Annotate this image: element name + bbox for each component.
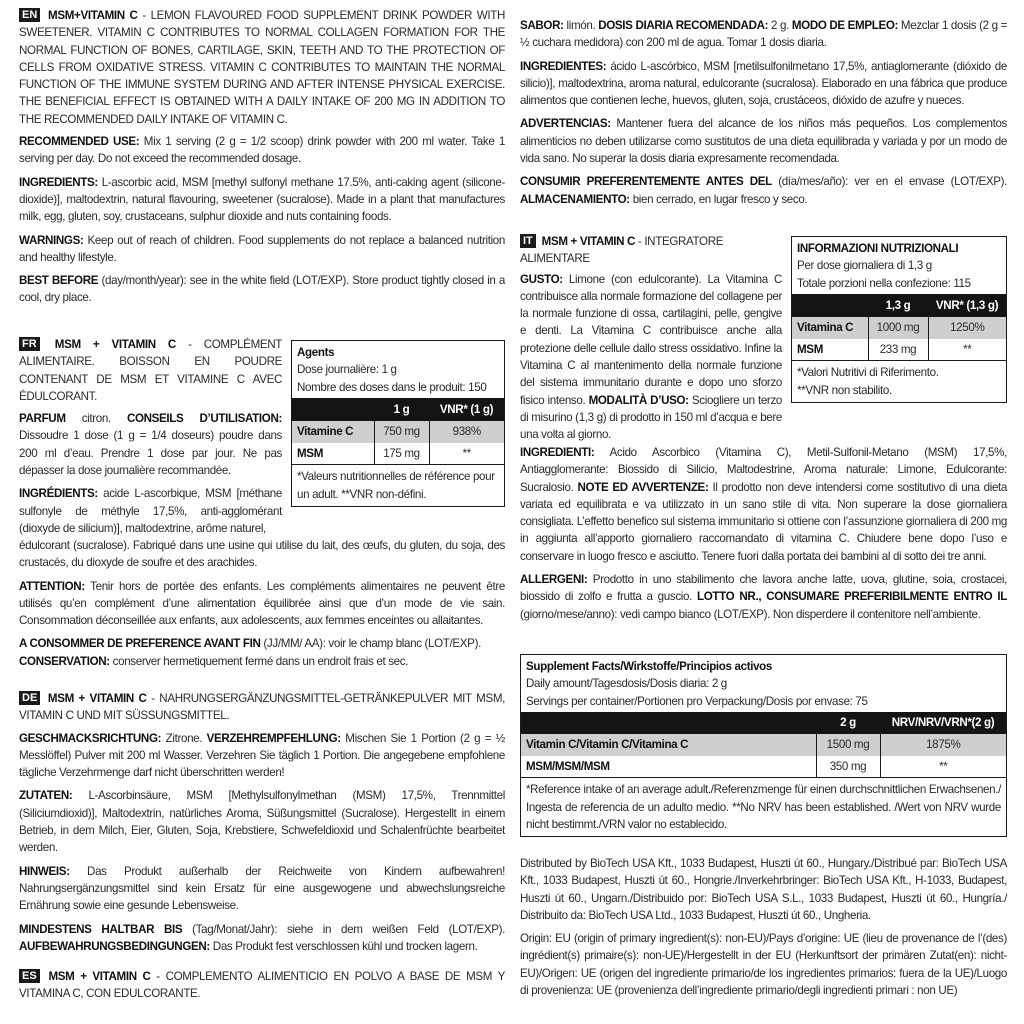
facts-daily-amount: Daily amount/Tagesdosis/Dosis diaria: 2 g [526,677,727,691]
flavour-text-fr: citron. [65,412,127,426]
intro-en: - LEMON FLAVOURED FOOD SUPPLEMENT DRINK POWDER WITH SWEETENER. VITAMIN C CONTRIBUTES TO NORMAL COLLAGEN FORMATION FOR THE NORMAL FUNCTION OF BONES, CARTILAGE, SKIN, TEETH AND TO THE PROTECTION OF CELLS FROM OXIDATIVE STRESS. VITAMIN C CONTRIBUTES TO MAINTAIN THE NORMAL FUNCTION OF THE IMMUNE SYSTEM DURING AND AFTER INTENSE PHYSICAL EXERCISE. THE BENEFICIAL EFFECT IS OBTAINED WITH A DAILY INTAKE OF 200 MG IN ADDITION TO THE RECOMMENDED DAILY INTAKE OF VITAMIN C. [19,9,505,126]
use-label-en: RECOMMENDED USE: [19,135,140,149]
table-servings-fr: Nombre des doses dans le produit: 150 [297,380,487,394]
language-badge-it: IT [520,234,536,248]
table-row: Vitamin C/Vitamin C/Vitamina C 1500 mg 1875% [521,734,1006,756]
use-text-es: Mezclar 1 dosis (2 g = ½ cuchara medidora) con 200 ml de agua. Tomar 1 dosis diaria. [520,19,1007,50]
lot-text-it: (giorno/mese/anno): vedi campo bianco (LOT/EXP). Non disperdere il contenitore nell’ambiente. [520,607,981,621]
lot-label-it: LOTTO NR., CONSUMARE PREFERIBILMENTE ENTRO IL [697,590,1007,604]
product-name-fr: MSM + VITAMIN C [54,338,176,351]
table-title-it: INFORMAZIONI NUTRIZIONALI [797,242,959,255]
facts-servings: Servings per container/Portionen pro Verpackung/Dosis por envase: 75 [526,694,868,708]
section-italian-upper [520,233,782,450]
language-badge-en: EN [19,8,40,22]
table-row: Vitamina C 1000 mg 1250% [792,317,1006,339]
use-text-it: Sciogliere un terzo di misurino (1,3 g) di prodotto in 150 ml d’acqua e bere una volta al giorno. [520,393,782,442]
dose-text-es: 2 g. [768,19,792,32]
ingredients-text-en: L-ascorbic acid, MSM [methyl sulfonyl methane 17.5%, anti-caking agent (silicone-dioxide)], maltodextrin, natural flavouring, sweetener (sucralose). Made in a plant that manufactures milk, egg, gluten, soy, crustaceans, sulphur dioxide and nuts containing foods. [19,175,505,224]
ingredients-text-fr-a: acide L-ascorbique, MSM [méthane sulfonyle de méthyle 17,5%, anti-agglomérant (dioxyde de silicium)], maltodextrine, arôme naturel, [19,487,282,535]
flavour-text-it: Limone (con edulcorante). La Vitamina C contribuisce alla normale formazione del collagene per la normale funzione di ossa, cartilagini, pelle, gengive e denti. La Vitamina C contribuisce anche alla protezione delle cellule dallo stress ossidativo. Infine la Vitamina C al mantenimento della normale funzione del sistema immunitario durante e dopo uno sforzo fisico intenso. [520,272,782,407]
notes-label-it: NOTE ED AVVERTENZE: [577,480,709,494]
allergens-text-it: Prodotto in uno stabilimento che lavora anche latte, uova, glutine, soia, crostacei, biossido di zolfo e frutta a guscio. [520,573,1007,604]
product-name-es: MSM + VITAMIN C [48,970,151,983]
warnings-text-en: Keep out of reach of children. Food supplements do not replace a balanced nutrition and healthy lifestyle. [19,233,505,264]
product-name-de: MSM + VITAMIN C [47,692,147,705]
table-row: Vitamine C 750 mg 938% [292,421,504,443]
use-text-de: Mischen Sie 1 Portion (2 g = ½ Messlöffel) Pulver mit 200 ml Wasser. Verzehren Sie täglich 1 Portion. Die angegebene empfohlene tägliche Verzehrmenge darf nicht überschritten werden! [19,731,505,780]
ingredients-label-it: INGREDIENTI: [520,446,595,459]
flavour-label-de: GESCHMACKSRICHTUNG: [19,731,162,745]
best-before-label-en: BEST BEFORE [19,274,99,288]
ingredients-text-de: L-Ascorbinsäure, MSM [Methylsulfonylmethan (MSM) 17,5%, Trennmittel (Siliciumdioxid)], Maltodextrin, natürliches Aroma, Süßungsmittel (Sucralose). Hergestellt in einem Betrieb, in dem Milch, Eier, Gluten, Soja, Krebstiere, Schwefeldioxid und Schalenfrüchte bearbeitet werden. [19,789,505,855]
facts-title: Supplement Facts/Wirkstoffe/Principios activos [526,660,773,673]
table-title-fr: Agents [297,346,335,359]
flavour-text-es: limón. [563,19,599,32]
section-italian-lower [520,444,1007,629]
table-row: MSM 233 mg ** [792,339,1006,361]
best-before-text-de: (Tag/Monat/Jahr): siehe in dem weißen Feld (LOT/EXP). [182,922,505,936]
section-english [19,7,505,313]
use-text-fr: Dissoudre 1 dose (1 g = 1/4 doseurs) poudre dans 200 ml d’eau. Prendre 1 dose par jour. Ne pas dépasser la dose journalière recommandée. [19,429,282,478]
best-before-label-de: MINDESTENS HALTBAR BIS [19,922,183,936]
nutrition-table-it [791,236,1007,403]
table-daily-dose-it: Per dose giornaliera di 1,3 g [797,259,932,273]
facts-values [521,712,1006,779]
section-spanish [520,17,1007,214]
ingredients-text-fr-b: édulcorant (sucralose). Fabriqué dans une usine qui utilise du lait, des œufs, du gluten, du soja, des crustacés, du dioxyde de soufre et des arachides. [19,539,505,570]
warnings-label-en: WARNINGS: [19,233,84,247]
attention-label-fr: ATTENTION: [19,579,85,593]
table-footnote-fr: *Valeurs nutritionnelles de référence pour un adult. **VNR non-défini. [297,470,495,501]
best-before-label-fr: A CONSOMMER DE PREFERENCE AVANT FIN [19,637,261,651]
table-col-amount-it: 1,3 g [868,295,928,317]
origin-text: Origin: EU (origin of primary ingredient(s): non-EU)/Pays d’origine: UE (lieu de provenance de l’(des) ingrédient(s) primaire(s): non-UE)/Hergestellt in der EU (Herkunftsort der primären Zutat(en): nicht-EU)/Origen: UE (origen del ingrediente primario/de los ingredientes primarios: fuera de la UE)/Luogo di provenienza: UE (provenienza dell’ingrediente primario/degli ingredienti primari : non UE) [520,932,1007,998]
dose-label-es: DOSIS DIARIA RECOMENDADA: [598,19,769,32]
flavour-label-es: SABOR: [520,19,564,32]
best-before-text-en: (day/month/year): see in the white field (LOT/EXP). Store product tightly closed in a cool, dry place. [19,274,505,305]
intro-it: - INTEGRATORE ALIMENTARE [520,235,724,266]
storage-label-es: ALMACENAMIENTO: [520,192,630,206]
warnings-text-es: Mantener fuera del alcance de los niños más pequeños. Los complementos alimenticios no deben utilizarse como sustitutos de una dieta equilibrada y variada y por un modo de vida sano. No superar la dosis diaria expresamente recomendada. [520,117,1007,166]
table-col-ref-it: VNR* (1,3 g) [928,295,1006,317]
table-footnote-it-2: **VNR non stabilito. [797,383,892,397]
section-spanish-header [19,968,505,1009]
flavour-label-it: GUSTO: [520,272,563,286]
product-name-en: MSM+VITAMIN C [48,9,138,22]
table-values-fr [292,399,504,466]
use-label-de: VERZEHREMPFEHLUNG: [206,731,341,745]
intro-es: - COMPLEMENTO ALIMENTICIO EN POLVO A BASE DE MSM Y VITAMINA C, CON EDULCORANTE. [19,970,505,1001]
table-col-ref-fr: VNR* (1 g) [429,399,504,421]
language-badge-de: DE [19,691,40,705]
table-servings-it: Totale porzioni nella confezione: 115 [797,276,971,290]
nutrition-table-fr [291,340,505,507]
ingredients-text-es: ácido L-ascórbico, MSM [metilsulfonilmetano 17,5%, antiaglomerante (dióxido de silicio)], maltodextrina, aroma natural, edulcorante (sucralosa). Elaborado en una fábrica que produce alimentos que contienen leche, huevos, gluten, soja, crustáceos, dióxido de azufre y nueces. [520,59,1007,108]
intro-de: - NAHRUNGSERGÄNZUNGSMITTEL-GETRÄNKEPULVER MIT MSM, VITAMIN C UND MIT SÜSSUNGSMITTEL. [19,692,506,723]
table-row: MSM/MSM/MSM 350 mg ** [521,756,1006,778]
section-german [19,690,505,961]
use-label-fr: CONSEILS D’UTILISATION: [126,412,282,426]
storage-text-fr: conserver hermetiquement fermé dans un endroit frais et sec. [109,654,409,668]
table-values-it [792,295,1006,362]
use-label-it: MODALITÀ D’USO: [588,393,689,407]
use-label-es: MODO DE EMPLEO: [791,19,899,32]
warnings-label-es: ADVERTENCIAS: [520,117,611,131]
storage-text-de: Das Produkt fest verschlossen kühl und trocken lagern. [209,939,478,953]
ingredients-label-es: INGREDIENTES: [520,59,607,73]
facts-col-ref: NRV/NRV/VRN*(2 g) [880,712,1006,734]
table-footnote-it-1: *Valori Nutritivi di Riferimento. [797,366,939,380]
storage-text-es: bien cerrado, en lugar fresco y seco. [629,192,808,206]
hint-label-de: HINWEIS: [19,864,70,878]
flavour-label-fr: PARFUM [19,412,66,426]
supplement-facts-table [520,654,1007,837]
product-name-it: MSM + VITAMIN C [541,235,636,248]
language-badge-fr: FR [19,337,40,351]
ingredients-label-en: INGREDIENTS: [19,175,98,189]
best-before-label-es: CONSUMIR PREFERENTEMENTE ANTES DEL [520,175,772,189]
table-daily-dose-fr: Dose journalière: 1 g [297,363,397,377]
storage-label-fr: CONSERVATION: [19,654,110,668]
ingredients-label-fr: INGRÉDIENTS: [19,487,98,501]
table-col-amount-fr: 1 g [374,399,429,421]
language-badge-es: ES [19,969,40,983]
intro-fr: - COMPLÉMENT ALIMENTAIRE. BOISSON EN POUDRE CONTENANT DE MSM ET VITAMINE C AVEC ÉDULCORANT. [19,338,283,403]
notes-text-it: Il prodotto non deve intendersi come sostitutivo di una dieta variata ed equilibrata e va utilizzato in un sano stile di vita. Non superare la dose giornaliera consigliata. L’effetto benefico sul sistema immunitario si ottiene con l’assunzione giornaliera di 200 mg in aggiunta all’apporto giornaliero raccomandato di vitamina C. Chiudere bene dopo l’uso e conservare in luogo fresco e asciutto. Tenere fuori dalla portata dei bambini al di sotto dei tre anni. [520,480,1008,563]
section-french-lower [19,537,505,676]
best-before-text-es: (día/mes/año): ver en el envase (LOT/EXP). [771,175,1007,189]
hint-text-de: Das Produkt außerhalb der Reichweite von Kindern aufbewahren! Nahrungsergänzungsmittel sind kein Ersatz für eine ausgewogene und abwechslungsreiche Ernährung sowie eine gesunde Lebensweise. [19,864,505,913]
best-before-text-fr: (JJ/MM/ AA): voir le champ blanc (LOT/EXP). [260,637,481,651]
facts-col-amount: 2 g [816,712,880,734]
ingredients-text-it: Acido Ascorbico (Vitamina C), Metil-Sulfonil-Metano (MSM) 17,5%, Antiagglomerante: Biossido di Silicio, Maltodestrine, Aroma naturale: Limone, Edulcorante: Sucralosio. [520,446,1007,494]
storage-label-de: AUFBEWAHRUNGSBEDINGUNGEN: [19,939,210,953]
flavour-text-de: Zitrone. [161,731,207,745]
use-text-en: Mix 1 serving (2 g = 1/2 scoop) drink powder with 200 ml water. Take 1 serving per day. Do not exceed the recommended dosage. [19,135,505,166]
table-row: MSM 175 mg ** [292,443,504,465]
section-distribution [520,855,1007,1005]
section-french-upper [19,336,282,537]
distributor-text: Distributed by BioTech USA Kft., 1033 Budapest, Huszti út 60., Hungary./Distribué par: BioTech USA Kft., 1033 Budapest, Huszti út 60., Hongrie./Inverkehrbringer: BioTech USA Kft., H-1033, Budapest, Huszti út 60., Ungarn./Distribuido por: BioTech USA S.L., 1033 Budapest, Huszti út 60., Hungría./ Distribuito da: BioTech USA Ltd., 1033 Budapest, Huszti út 60., Ungheria. [520,857,1007,922]
allergens-label-it: ALLERGENI: [520,573,588,587]
ingredients-label-de: ZUTATEN: [19,789,73,803]
attention-text-fr: Tenir hors de portée des enfants. Les compléments alimentaires ne peuvent être utilisés qu’en complément d’une alimentation équilibrée ainsi que d’un mode de vie sain. Consommation déconseillée aux enfants, aux adolescents, aux femmes enceintes ou allaitantes. [19,579,505,628]
facts-footnote: *Reference intake of an average adult./Referenzmenge für einen durchschnittlichen Erwachsenen./ Ingesta de referencia de un adulto medio. **No NRV has been established. /Wert von NRV wurde nicht bestimmt./VRN valor no establecido. [526,783,1001,831]
